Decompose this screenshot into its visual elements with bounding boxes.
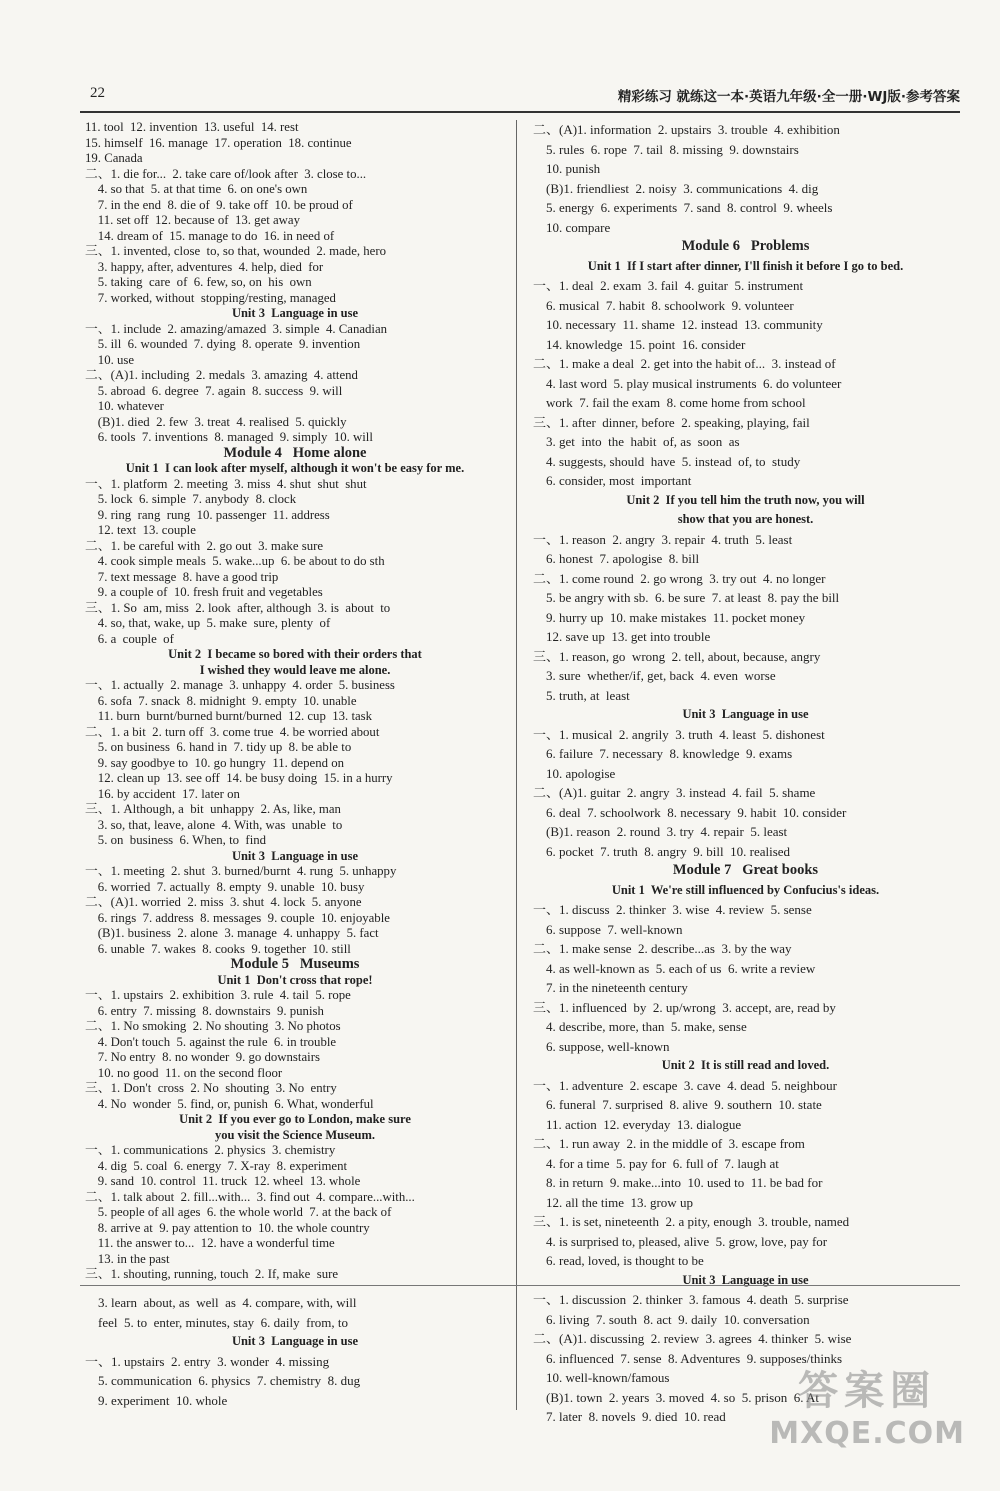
answer-line: 9. say goodbye to 10. go hungry 11. depend on [85,755,344,770]
header-rule [80,111,960,113]
unit-heading: Unit 1 I can look after myself, although it won't be easy for me. [125,461,465,475]
answer-line: 三、1. invented, close to, so that, wounded 2. made, hero [85,244,387,258]
answer-line: 三、1. Although, a bit unhappy 2. As, like, man [85,802,341,816]
answer-line: 二、(A)1. guitar 2. angry 3. instead 4. fail 5. shame [533,785,816,800]
answer-line: 12. all the time 13. grow up [533,1194,693,1210]
answer-line: 6. pocket 7. truth 8. angry 9. bill 10. realised [533,843,791,859]
answer-line: 6. rings 7. address 8. messages 9. couple 10. enjoyable [85,910,390,925]
answer-line: 7. No entry 8. no wonder 9. go downstairs [85,1050,320,1064]
answer-line: feel 5. to enter, minutes, stay 6. daily from, to [85,1314,349,1330]
answer-line: 4. is surprised to, pleased, alive 5. grow, love, pay for [533,1233,828,1249]
answer-line: 6. living 7. south 8. act 9. daily 10. conversation [533,1311,810,1327]
answer-line: 一、1. adventure 2. escape 3. cave 4. dead 5. neighbour [533,1077,837,1093]
unit-heading: you visit the Science Museum. [214,1127,376,1142]
answer-line: 5. communication 6. physics 7. chemistry 8. dug [85,1373,361,1388]
answer-line: 6. suppose 7. well-known [533,921,683,937]
answer-line: 二、(A)1. discussing 2. review 3. agrees 4. thinker 5. wise [533,1331,852,1346]
answer-line: 二、1. be careful with 2. go out 3. make sure [85,538,324,553]
answer-line: 5. on business 6. When, to find [85,833,267,847]
unit-heading: Unit 3 Language in use [682,1272,809,1287]
answer-line: 10. use [85,352,135,367]
answer-line: 三、1. is set, nineteenth 2. a pity, enough 3. trouble, named [533,1214,850,1229]
unit-heading: Unit 1 Don't cross that rope! [217,972,373,987]
unit-heading: Unit 3 Language in use [231,306,359,320]
header-title: 精彩练习 就练这一本·英语九年级·全一册·WJ版·参考答案 [617,89,960,105]
answer-line: 3. happy, after, adventures 4. help, died for [85,259,324,274]
answer-line: 二、1. run away 2. in the middle of 3. escape from [533,1136,805,1151]
answer-line: 3. so, that, leave, alone 4. With, was unable to [85,817,343,832]
unit-heading: Unit 1 We're still influenced by Confucius's ideas. [611,882,880,897]
unit-heading: Unit 1 If I start after dinner, I'll finish it before I go to bed. [587,258,904,273]
answer-line: 6. failure 7. necessary 8. knowledge 9. exams [533,746,793,761]
page-header [80,85,960,107]
answer-line: 二、(A)1. worried 2. miss 3. shut 4. lock 5. anyone [85,895,362,909]
answer-line: 5. be angry with sb. 6. be sure 7. at least 8. pay the bill [533,590,840,605]
answer-line: 三、1. So am, miss 2. look after, although 3. is about to [85,600,391,615]
answer-line: 8. arrive at 9. pay attention to 10. the whole country [85,1220,370,1235]
answer-line: 4. suggests, should have 5. instead of, to study [533,453,801,469]
answer-line: 三、1. after dinner, before 2. speaking, playing, fail [533,414,810,430]
answer-line: 5. taking care of 6. few, so, on his own [85,275,312,289]
answer-line: 12. clean up 13. see off 14. be busy doing 15. in a hurry [85,771,393,785]
answer-line: 9. hurry up 10. make mistakes 11. pocket money [533,609,806,625]
answer-line: 4. last word 5. play musical instruments 6. do volunteer [533,375,842,391]
answer-line: (B)1. friendliest 2. noisy 3. communications 4. dig [533,180,819,196]
module-heading: Module 7 Great books [672,862,819,878]
answer-line: 4. for a time 5. pay for 6. full of 7. laugh at [533,1155,779,1171]
answer-line: 二、(A)1. including 2. medals 3. amazing 4. attend [85,368,358,382]
answer-line: 7. in the nineteenth century [533,980,688,995]
answer-line: (B)1. reason 2. round 3. try 4. repair 5. least [533,824,788,839]
answer-line: 4. dig 5. coal 6. energy 7. X-ray 8. experiment [85,1158,348,1173]
answer-line: 一、1. musical 2. angrily 3. truth 4. least 5. dishonest [533,726,825,742]
answer-line: 9. sand 10. control 11. truck 12. wheel 13. whole [85,1174,361,1188]
answer-line: 二、1. No smoking 2. No shouting 3. No photos [85,1019,341,1033]
module-heading: Module 4 Home alone [223,444,367,461]
answer-line: 11. action 12. everyday 13. dialogue [533,1116,742,1132]
answer-line: work 7. fail the exam 8. come home from school [533,395,806,410]
unit-heading: Unit 2 If you ever go to London, make sure [179,1112,411,1126]
answer-line: 二、1. die for... 2. take care of/look after 3. close to... [85,166,367,181]
answer-line: 12. text 13. couple [85,523,196,537]
answer-line: 11. tool 12. invention 13. useful 14. rest [85,120,299,134]
answer-line: 3. sure whether/if, get, back 4. even worse [533,668,776,683]
answer-line: 一、1. upstairs 2. exhibition 3. rule 4. tail 5. rope [85,988,351,1002]
column-divider [516,120,517,1410]
answer-line: 19. Canada [85,151,143,165]
answer-line: 8. in return 9. make...into 10. used to 11. be bad for [533,1175,823,1190]
unit-heading: Unit 2 It is still read and loved. [661,1058,830,1072]
answer-line: 13. in the past [85,1251,170,1266]
answer-line: 一、1. actually 2. manage 3. unhappy 4. order 5. business [85,678,395,692]
answer-line: 二、1. talk about 2. fill...with... 3. find out 4. compare...with... [85,1189,415,1204]
unit-heading: Unit 3 Language in use [682,707,809,721]
answer-line: 一、1. meeting 2. shut 3. burned/burnt 4. rung 5. unhappy [85,864,397,878]
answer-line: 一、1. platform 2. meeting 3. miss 4. shut shut shut [85,476,367,491]
answer-line: 16. by accident 17. later on [85,786,240,801]
page-number: 22 [90,85,105,101]
answer-line: 3. get into the habit of, as soon as [533,434,740,449]
answer-line: 10. no good 11. on the second floor [85,1065,283,1080]
answer-line: 一、1. include 2. amazing/amazed 3. simple 4. Canadian [85,321,388,336]
answer-line: 一、1. discussion 2. thinker 3. famous 4. death 5. surprise [533,1292,849,1307]
answer-line: 6. entry 7. missing 8. downstairs 9. punish [85,1003,324,1018]
answer-line: 6. consider, most important [533,473,692,488]
answer-line: 一、1. deal 2. exam 3. fail 4. guitar 5. instrument [533,278,804,293]
answer-line: 10. necessary 11. shame 12. instead 13. community [533,317,823,332]
left-column [85,120,505,1283]
answer-line: 6. funeral 7. surprised 8. alive 9. southern 10. state [533,1097,822,1112]
answer-line: 9. ring rang rung 10. passenger 11. address [85,507,330,522]
answer-line: 5. lock 6. simple 7. anybody 8. clock [85,492,297,506]
answer-line: 3. learn about, as well as 4. compare, with, will [85,1295,357,1310]
answer-line: 7. text message 8. have a good trip [85,569,279,584]
answer-line: 10. well-known/famous [533,1370,670,1385]
answer-line: (B)1. died 2. few 3. treat 4. realised 5. quickly [85,414,347,429]
answer-line: 一、1. upstairs 2. entry 3. wonder 4. missing [85,1353,330,1369]
answer-line: 二、1. make a deal 2. get into the habit of... 3. instead of [533,356,836,371]
answer-line: 5. ill 6. wounded 7. dying 8. operate 9. invention [85,337,361,351]
answer-line: 11. the answer to... 12. have a wonderful time [85,1236,335,1250]
answer-line: 5. people of all ages 6. the whole world 7. at the back of [85,1205,392,1219]
answer-line: 一、1. discuss 2. thinker 3. wise 4. review 5. sense [533,902,812,917]
answer-line: 6. influenced 7. sense 8. Adventures 9. supposes/thinks [533,1350,843,1366]
answer-line: 7. later 8. novels 9. died 10. read [533,1409,726,1424]
right-column [533,120,958,1427]
answer-line: 9. experiment 10. whole [85,1392,228,1408]
answer-line: 6. worried 7. actually 8. empty 9. unable 10. busy [85,879,365,894]
answer-line: (B)1. business 2. alone 3. manage 4. unhappy 5. fact [85,926,379,940]
answer-line: 14. knowledge 15. point 16. consider [533,336,746,352]
answer-line: 6. musical 7. habit 8. schoolwork 9. volunteer [533,297,794,313]
answer-line: 三、1. shouting, running, touch 2. If, make sure [85,1267,339,1281]
answer-line: 10. apologise [533,765,616,781]
answer-line: 10. punish [533,161,601,176]
answer-line: (B)1. town 2. years 3. moved 4. so 5. prison 6. At [533,1389,819,1405]
answer-line: 15. himself 16. manage 17. operation 18. continue [85,135,352,150]
answer-line: 4. Don't touch 5. against the rule 6. in trouble [85,1034,337,1049]
answer-line: 二、(A)1. information 2. upstairs 3. trouble 4. exhibition [533,122,840,137]
answer-line: 5. truth, at least [533,687,630,703]
unit-heading: Unit 2 If you tell him the truth now, you will [626,492,865,507]
answer-line: 12. save up 13. get into trouble [533,629,711,644]
unit-heading: Unit 2 I became so bored with their orders that [168,647,422,661]
unit-heading: Unit 3 Language in use [231,848,359,863]
watermark-glyphs: 答案圈 [798,1368,937,1414]
answer-line: 7. worked, without stopping/resting, managed [85,290,336,305]
answer-line: 10. compare [533,219,611,235]
answer-line: 6. read, loved, is thought to be [533,1253,704,1268]
answer-line: 4. so, that, wake, up 5. make sure, plenty of [85,616,331,630]
answer-line: 10. whatever [85,399,164,413]
answer-line: 6. tools 7. inventions 8. managed 9. simply 10. will [85,430,373,444]
answer-line: 4. cook simple meals 5. wake...up 6. be about to do sth [85,554,385,568]
answer-line: 6. a couple of [85,631,174,646]
answer-line: 4. describe, more, than 5. make, sense [533,1019,747,1034]
answer-line: 4. as well-known as 5. each of us 6. write a review [533,960,816,976]
unit-heading: I wished they would leave me alone. [199,662,391,677]
answer-line: 5. abroad 6. degree 7. again 8. success 9. will [85,383,343,398]
answer-line: 4. No wonder 5. find, or, punish 6. What, wonderful [85,1096,374,1111]
answer-line: 4. so that 5. at that time 6. on one's own [85,182,308,196]
answer-line: 二、1. make sense 2. describe...as 3. by the way [533,941,792,956]
watermark-logo [769,1359,965,1451]
answer-line: 14. dream of 15. manage to do 16. in need of [85,228,335,243]
unit-heading: Unit 3 Language in use [231,1334,359,1348]
answer-line: 7. in the end 8. die of 9. take off 10. be proud of [85,197,353,212]
left-column-bottom [85,1293,505,1410]
answer-line: 一、1. reason 2. angry 3. repair 4. truth 5. least [533,531,793,547]
answer-line: 5. rules 6. rope 7. tail 8. missing 9. downstairs [533,141,799,157]
answer-line: 6. sofa 7. snack 8. midnight 9. empty 10. unable [85,693,357,708]
bottom-section-rule [80,1285,960,1286]
answer-line: 5. energy 6. experiments 7. sand 8. control 9. wheels [533,200,833,215]
answer-line: 5. on business 6. hand in 7. tidy up 8. be able to [85,740,352,754]
answer-line: 6. unable 7. wakes 8. cooks 9. together 10. still [85,941,351,956]
watermark-url: MXQE.COM [769,1416,965,1451]
answer-line: 一、1. communications 2. physics 3. chemistry [85,1143,336,1157]
answer-line: 6. honest 7. apologise 8. bill [533,551,700,566]
unit-heading: show that you are honest. [677,512,814,526]
answer-line: 9. a couple of 10. fresh fruit and vegetables [85,585,323,599]
answer-line: 二、1. a bit 2. turn off 3. come true 4. be worried about [85,724,380,739]
answer-line: 11. set off 12. because of 13. get away [85,213,300,227]
answer-line: 6. deal 7. schoolwork 8. necessary 9. habit 10. consider [533,804,847,820]
answer-line: 三、1. Don't cross 2. No shouting 3. No entry [85,1081,337,1095]
answer-line: 11. burn burnt/burned burnt/burned 12. cup 13. task [85,709,373,723]
answer-line: 6. suppose, well-known [533,1038,670,1054]
module-heading: Module 5 Museums [230,956,360,972]
answer-line: 二、1. come round 2. go wrong 3. try out 4. no longer [533,570,826,586]
answer-line: 三、1. reason, go wrong 2. tell, about, because, angry [533,648,821,664]
module-heading: Module 6 Problems [681,238,810,254]
answer-line: 三、1. influenced by 2. up/wrong 3. accept, are, read by [533,999,836,1015]
